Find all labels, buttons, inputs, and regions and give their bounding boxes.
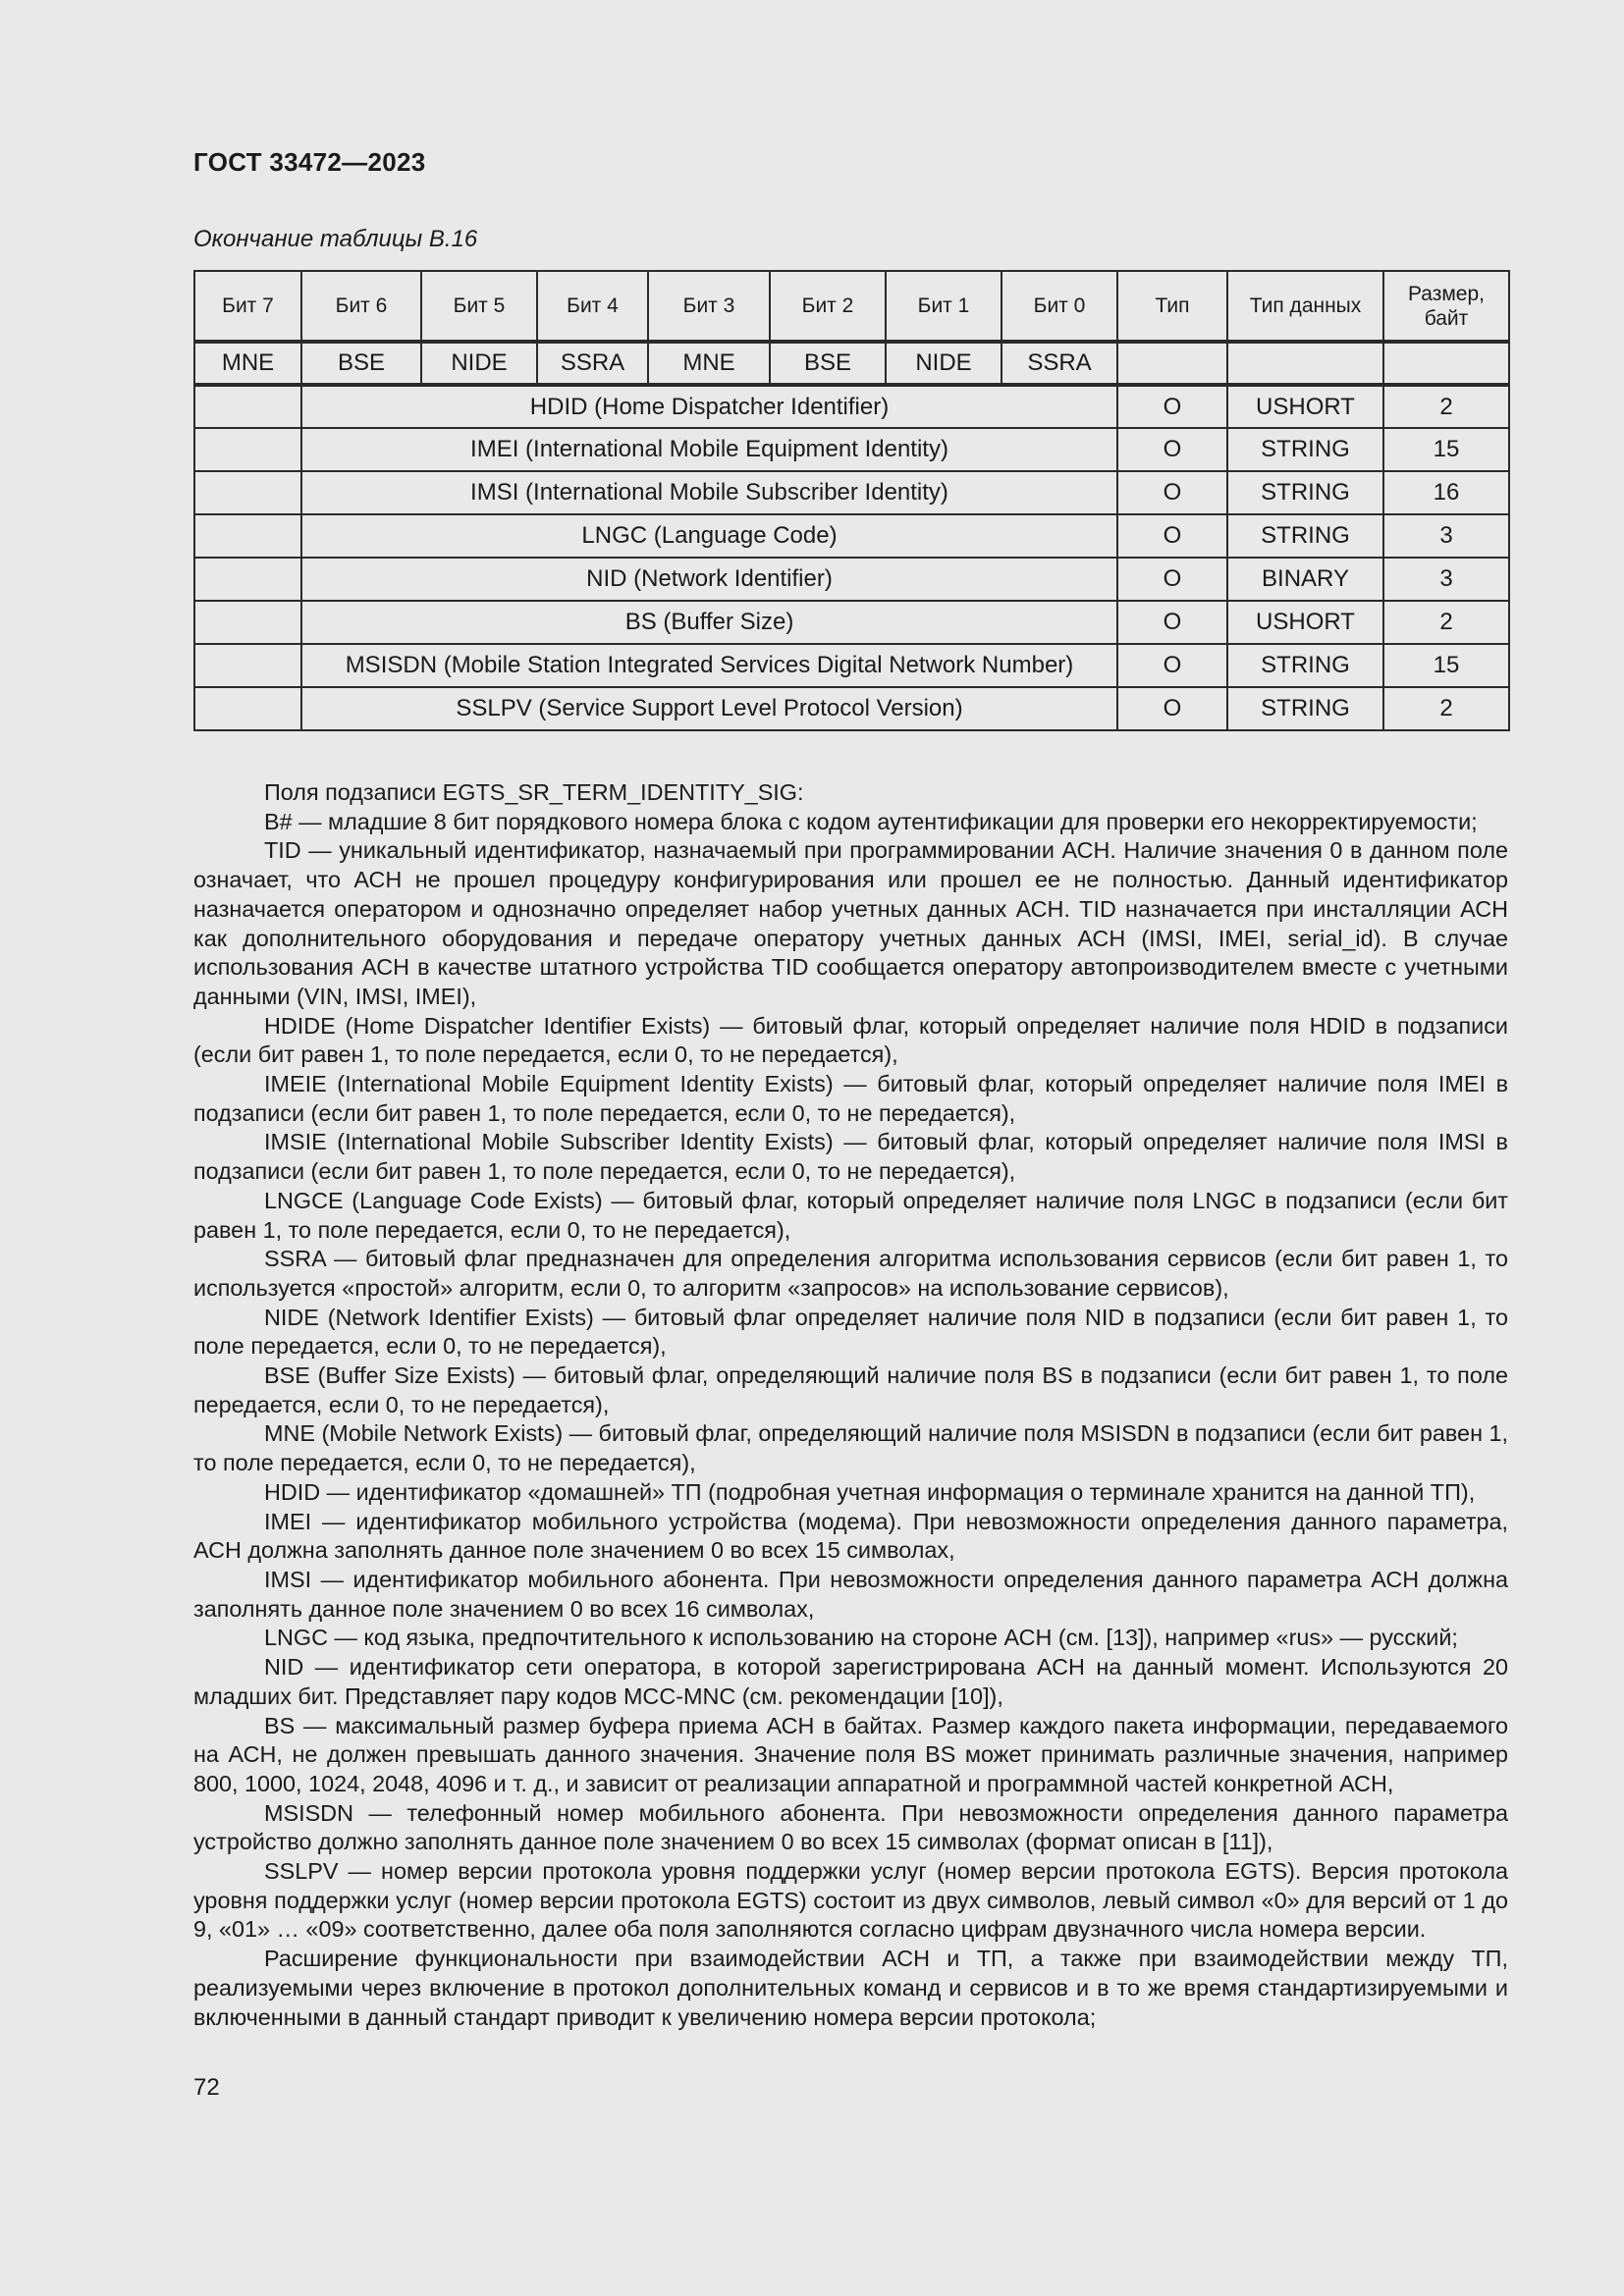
size-cell: 15 [1383,428,1509,471]
type-cell: O [1117,601,1227,644]
paragraph: IMEIE (International Mobile Equipment Identity Exists) — битовый флаг, который определяет наличие поля IMEI в подзаписи (если бит равен 1, то поле передается, если 0, то не передается), [193,1071,1508,1126]
size-cell: 16 [1383,471,1509,514]
datatype-cell: STRING [1227,687,1383,730]
field-name-cell: BS (Buffer Size) [301,601,1117,644]
field-name-cell: IMEI (International Mobile Equipment Identity) [301,428,1117,471]
empty-cell [1227,342,1383,385]
bit-cell: SSRA [1001,342,1117,385]
paragraph: IMSI — идентификатор мобильного абонента. При невозможности определения данного параметра АСН должна заполнять данное поле значением 0 во всех 16 символах, [193,1566,1508,1622]
paragraph: BSE (Buffer Size Exists) — битовый флаг, определяющий наличие поля BS в подзаписи (если бит равен 1, то поле передается, если 0, то не передается), [193,1362,1508,1417]
size-cell: 2 [1383,601,1509,644]
datatype-cell: STRING [1227,428,1383,471]
paragraph: IMSIE (International Mobile Subscriber Identity Exists) — битовый флаг, который определяет наличие поля IMSI в подзаписи (если бит равен 1, то поле передается, если 0, то не передается), [193,1129,1508,1185]
paragraph: B# — младшие 8 бит порядкового номера блока с кодом аутентификации для проверки его некорректируемости; [264,808,1478,834]
paragraph: HDIDE (Home Dispatcher Identifier Exists) — битовый флаг, который определяет наличие поля HDID в подзаписи (если бит равен 1, то поле передается, если 0, то не передается), [193,1012,1508,1068]
type-cell: O [1117,514,1227,558]
table-row [194,644,1509,687]
datatype-cell: BINARY [1227,558,1383,601]
table-caption: Окончание таблицы В.16 [193,226,478,252]
type-cell: O [1117,471,1227,514]
empty-cell [194,514,301,558]
type-cell: O [1117,428,1227,471]
datatype-cell: STRING [1227,514,1383,558]
paragraph: MNE (Mobile Network Exists) — битовый флаг, определяющий наличие поля MSISDN в подзаписи (если бит равен 1, то поле передается, если 0, то не передается), [193,1420,1508,1476]
size-cell: 3 [1383,514,1509,558]
paragraph: NIDE (Network Identifier Exists) — битовый флаг определяет наличие поля NID в подзаписи (если бит равен 1, то поле передается, если 0, то не передается), [193,1304,1508,1360]
table-row [194,687,1509,730]
field-name-cell: IMSI (International Mobile Subscriber Identity) [301,471,1117,514]
table-row [194,428,1509,471]
datatype-cell: USHORT [1227,385,1383,428]
bit-field-table [193,270,1510,731]
header-cell: Бит 3 [648,271,770,342]
type-cell: O [1117,644,1227,687]
bit-cell: BSE [301,342,421,385]
table-row [194,385,1509,428]
field-name-cell: SSLPV (Service Support Level Protocol Version) [301,687,1117,730]
empty-cell [194,558,301,601]
header-cell: Бит 4 [537,271,648,342]
field-descriptions [193,778,1508,2032]
datatype-cell: STRING [1227,471,1383,514]
empty-cell [194,687,301,730]
field-name-cell: HDID (Home Dispatcher Identifier) [301,385,1117,428]
table-row [194,471,1509,514]
empty-cell [194,385,301,428]
page-number: 72 [193,2074,220,2101]
paragraph: TID — уникальный идентификатор, назначаемый при программировании АСН. Наличие значения 0 в данном поле означает, что АСН не прошел процедуру конфигурирования или прошел ее не полностью. Данный идентификатор назначается оператором и однозначно определяет набор учетных данных АСН. TID назначается при инсталляции АСН как дополнительного оборудования и передаче оператору учетных данных АСН (IMSI, IMEI, serial_id). В случае использования АСН в качестве штатного устройства TID сообщается оператору автопроизводителем вместе с учетными данными (VIN, IMSI, IMEI), [193,837,1508,1009]
paragraph: BS — максимальный размер буфера приема АСН в байтах. Размер каждого пакета информации, передаваемого на АСН, не должен превышать данного значения. Значение поля BS может принимать различные значения, например 800, 1000, 1024, 2048, 4096 и т. д., и зависит от реализации аппаратной и программной частей конкретной АСН, [193,1712,1508,1796]
field-name-cell: LNGC (Language Code) [301,514,1117,558]
size-cell: 2 [1383,385,1509,428]
header-cell: Бит 5 [421,271,537,342]
header-cell: Бит 6 [301,271,421,342]
header-cell: Тип данных [1227,271,1383,342]
paragraph: SSLPV — номер версии протокола уровня поддержки услуг (номер версии протокола EGTS). Версия протокола уровня поддержки услуг (номер версии протокола EGTS) состоит из двух символов, левый символ «0» для версий от 1 до 9, «01» … «09» соответственно, далее оба поля заполняются согласно цифрам двузначного числа номера версии. [193,1858,1508,1943]
header-cell: Размер, байт [1383,271,1509,342]
type-cell: O [1117,385,1227,428]
table-row [194,558,1509,601]
paragraph: LNGCE (Language Code Exists) — битовый флаг, который определяет наличие поля LNGC в подзаписи (если бит равен 1, то поле передается, если 0, то не передается), [193,1187,1508,1243]
table-header-row [194,271,1509,342]
header-cell: Бит 7 [194,271,301,342]
field-name-cell: NID (Network Identifier) [301,558,1117,601]
empty-cell [1117,342,1227,385]
header-cell: Бит 1 [886,271,1001,342]
bit-cell: SSRA [537,342,648,385]
paragraph: MSISDN — телефонный номер мобильного абонента. При невозможности определения данного параметра устройство должно заполнять данное поле значением 0 во всех 15 символах (формат описан в [11]), [193,1799,1508,1855]
header-cell: Тип [1117,271,1227,342]
empty-cell [194,428,301,471]
size-cell: 15 [1383,644,1509,687]
paragraph: SSRA — битовый флаг предназначен для определения алгоритма использования сервисов (если бит равен 1, то используется «простой» алгоритм, если 0, то алгоритм «запросов» на использование сервисов), [193,1246,1508,1301]
paragraph: NID — идентификатор сети оператора, в которой зарегистрирована АСН на данный момент. Используются 20 младших бит. Представляет пару кодов MCC-MNC (см. рекомендации [10]), [193,1654,1508,1709]
bit-cell: NIDE [421,342,537,385]
bit-cell: MNE [648,342,770,385]
paragraph: Расширение функциональности при взаимодействии АСН и ТП, а также при взаимодействии между ТП, реализуемыми через включение в протокол дополнительных команд и сервисов и в то же время стандартизируемыми и включенными в данный стандарт приводит к увеличению номера версии протокола; [193,1946,1508,2030]
bit-cell: BSE [770,342,886,385]
bit-cell: NIDE [886,342,1001,385]
bit-cell: MNE [194,342,301,385]
empty-cell [1383,342,1509,385]
datatype-cell: USHORT [1227,601,1383,644]
table-row [194,601,1509,644]
empty-cell [194,471,301,514]
table-row [194,514,1509,558]
size-cell: 3 [1383,558,1509,601]
type-cell: O [1117,558,1227,601]
empty-cell [194,644,301,687]
empty-cell [194,601,301,644]
bit-flags-row [194,342,1509,385]
field-name-cell: MSISDN (Mobile Station Integrated Services Digital Network Number) [301,644,1117,687]
size-cell: 2 [1383,687,1509,730]
paragraph: IMEI — идентификатор мобильного устройства (модема). При невозможности определения данного параметра, АСН должна заполнять данное поле значением 0 во всех 15 символах, [193,1508,1508,1564]
header-cell: Бит 2 [770,271,886,342]
header-cell: Бит 0 [1001,271,1117,342]
document-header: ГОСТ 33472—2023 [193,147,426,177]
paragraph: HDID — идентификатор «домашней» ТП (подробная учетная информация о терминале хранится на данной ТП), [264,1478,1476,1505]
paragraph: LNGC — код языка, предпочтительного к использованию на стороне АСН (см. [13]), например «rus» — русский; [264,1625,1458,1651]
paragraph: Поля подзаписи EGTS_SR_TERM_IDENTITY_SIG: [264,779,804,805]
datatype-cell: STRING [1227,644,1383,687]
type-cell: O [1117,687,1227,730]
